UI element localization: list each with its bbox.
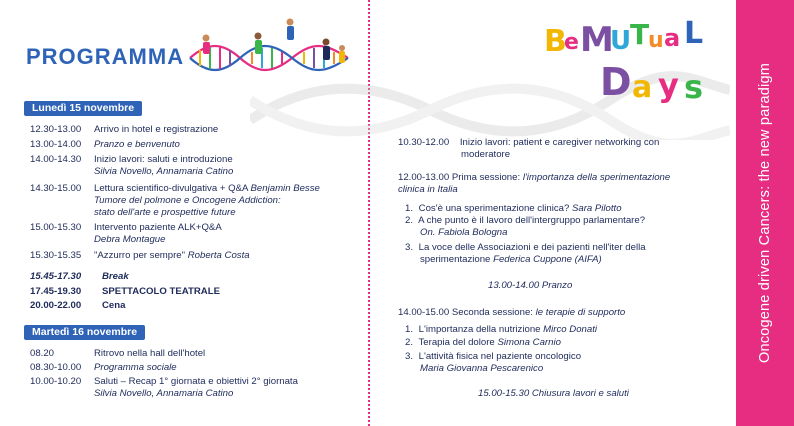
- list-item: 2. Terapia del dolore Simona Carnio: [405, 337, 561, 348]
- list-item: 3. La voce delle Associazioni e dei pazienti nell'iter della: [405, 242, 646, 253]
- schedule-subline: moderatore: [461, 149, 511, 160]
- list-item: 3. L'attività fisica nel paziente oncologico: [405, 351, 582, 362]
- day1-badge: Lunedì 15 novembre: [24, 101, 142, 116]
- closing-session: 15.00-15.30 Chiusura lavori e saluti: [478, 388, 629, 399]
- list-item: 1. L'importanza della nutrizione Mirco Donati: [405, 324, 598, 335]
- day2-badge: Martedì 16 novembre: [24, 325, 145, 340]
- sidebar-tagline: Oncogene driven Cancers: the new paradigm: [757, 63, 773, 363]
- page-title: PROGRAMMA: [26, 44, 185, 69]
- list-item-speaker: On. Fabiola Bologna: [420, 227, 508, 238]
- list-item-subline: sperimentazione Federica Cuppone (AIFA): [420, 254, 602, 265]
- dotted-divider: [368, 0, 370, 426]
- list-item: 1. Cos'è una sperimentazione clinica? Sara Pilotto: [405, 203, 622, 214]
- list-item-speaker: Maria Giovanna Pescarenico: [420, 363, 544, 374]
- session-header-subline: clinica in Italia: [398, 184, 458, 195]
- pink-sidebar: [736, 0, 794, 426]
- bemutual-days-logo: B e M U T u a L D a y s: [544, 16, 704, 106]
- list-item: 2. A che punto è il lavoro dell'intergruppo parlamentare?: [405, 215, 646, 226]
- lunch-break: 13.00-14.00 Pranzo: [488, 280, 573, 291]
- schedule-row: 10.30-12.00 Inizio lavori: patient e caregiver networking con: [398, 137, 660, 148]
- session-header: 14.00-15.00 Seconda sessione: le terapie di supporto: [398, 307, 626, 318]
- left-column: PROGRAMMA Lunedì 15 novembre 12.30-13.00 Arrivo in hotel e registrazione 13.00-14.00 Pranzo e benvenuto 14.00-14.30 Inizio lavori: saluti e introduzione Silvia Novello, Annamaria Catino 14.30-15.00 Lettura scientifico-divulgativa + Q&A Benjamin Besse Tumore del polmone e Oncogene Addiction: stato dell'arte e prospettive future 15.00-15.30 Intervento paziente ALK+Q&A Debra Montague 15.30-15.35 "Azzurro per sempre" Roberta Costa 15.45-17.30 Break 17.45-19.30 SPETTACOLO TEATRALE 20.00-22.00 Cena Martedì 16 novembre 08.20 Ritrovo nella hall dell'hotel 08.30-10.00 Programma sociale 10.00-10.20 Saluti – Recap 1° giornata e obiettivi 2° giornata Silvia Novello, Annamaria Catino: [0, 0, 370, 426]
- session-header: 12.00-13.00 Prima sessione: l'importanza della sperimentazione: [398, 172, 671, 183]
